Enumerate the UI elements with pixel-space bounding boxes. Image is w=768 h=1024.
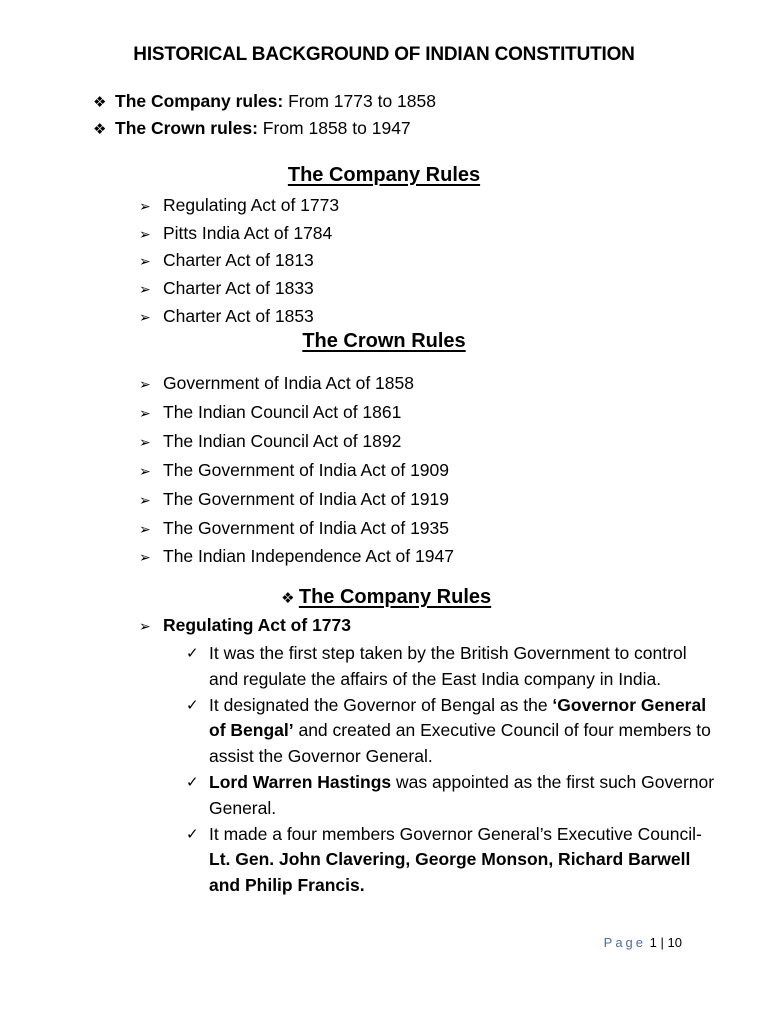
company-rules-detail-heading	[0, 586, 768, 609]
arrow-bullet-icon: ➢	[139, 463, 151, 480]
page-separator: |	[660, 935, 664, 950]
check-bullet-icon: ✓	[186, 695, 199, 714]
list-item: ✓ It made a four members Governor General’s Executive Council- Lt. Gen. John Clavering, George Monson, Richard Barwell and Philip Francis.	[186, 823, 702, 896]
list-item: ➢ Regulating Act of 1773	[139, 193, 339, 221]
summary-company-label: The Company rules:	[115, 91, 284, 111]
list-item: ➢ Charter Act of 1813	[139, 248, 339, 276]
document-title: HISTORICAL BACKGROUND OF INDIAN CONSTITUTION	[133, 44, 635, 65]
arrow-bullet-icon: ➢	[139, 282, 151, 299]
list-item: ➢ The Government of India Act of 1919	[139, 486, 454, 515]
diamond-bullet-icon: ❖	[93, 93, 107, 111]
summary-company-row	[93, 88, 436, 115]
arrow-bullet-icon: ➢	[139, 405, 151, 422]
arrow-bullet-icon: ➢	[139, 492, 151, 509]
arrow-bullet-icon: ➢	[139, 619, 151, 635]
diamond-bullet-icon: ❖	[93, 120, 107, 138]
list-item: ➢ Charter Act of 1833	[139, 276, 339, 304]
check-bullet-icon: ✓	[186, 644, 199, 662]
page-total: 10	[667, 935, 682, 950]
arrow-bullet-icon: ➢	[139, 199, 151, 215]
rules-summary	[93, 88, 436, 142]
arrow-bullet-icon: ➢	[139, 434, 151, 451]
crown-rules-heading	[0, 330, 768, 353]
summary-crown-text: From 1858 to 1947	[257, 118, 411, 138]
arrow-bullet-icon: ➢	[139, 377, 151, 393]
page-label: Page	[603, 935, 647, 950]
list-item: ➢ The Government of India Act of 1909	[139, 457, 454, 486]
list-item: ✓ It designated the Governor of Bengal as the ‘Governor General of Bengal’ and created an Executive Council of four members to assist the Governor General.	[186, 694, 711, 767]
list-item: ➢ The Indian Council Act of 1861	[139, 399, 454, 428]
list-item: ✓ Lord Warren Hastings was appointed as the first such Governor General.	[186, 771, 715, 818]
company-rules-heading-text: The Company Rules	[287, 164, 481, 186]
list-item: ➢ The Indian Council Act of 1892	[139, 428, 454, 457]
check-bullet-icon: ✓	[186, 824, 199, 843]
summary-crown-row	[93, 115, 436, 142]
list-item: ✓ It was the first step taken by the British Government to control and regulate the affairs of the East India company in India.	[186, 643, 687, 689]
crown-acts-list	[139, 370, 454, 572]
regulating-act-title: ➢ Regulating Act of 1773	[139, 615, 351, 635]
company-acts-list	[139, 193, 339, 332]
list-item: ➢ Government of India Act of 1858	[139, 370, 454, 399]
arrow-bullet-icon: ➢	[139, 309, 151, 326]
list-item: ➢ The Government of India Act of 1935	[139, 515, 454, 544]
list-item: ➢ Pitts India Act of 1784	[139, 221, 339, 249]
crown-rules-heading-text: The Crown Rules	[302, 330, 466, 352]
list-item: ➢ Charter Act of 1853	[139, 304, 339, 332]
regulating-act-points	[186, 641, 716, 899]
summary-company-text: From 1773 to 1858	[283, 91, 436, 111]
summary-crown-label: The Crown rules:	[115, 118, 258, 138]
check-bullet-icon: ✓	[186, 772, 199, 791]
arrow-bullet-icon: ➢	[139, 254, 151, 271]
company-rules-detail-heading-text: The Company Rules	[298, 586, 492, 608]
page-footer	[604, 935, 682, 950]
arrow-bullet-icon: ➢	[139, 226, 151, 243]
list-item: ➢ The Indian Independence Act of 1947	[139, 543, 454, 572]
company-rules-heading	[0, 164, 768, 187]
page-number: 1	[649, 935, 657, 950]
arrow-bullet-icon: ➢	[139, 521, 151, 538]
arrow-bullet-icon: ➢	[139, 550, 151, 567]
diamond-bullet-icon: ❖	[281, 589, 295, 607]
